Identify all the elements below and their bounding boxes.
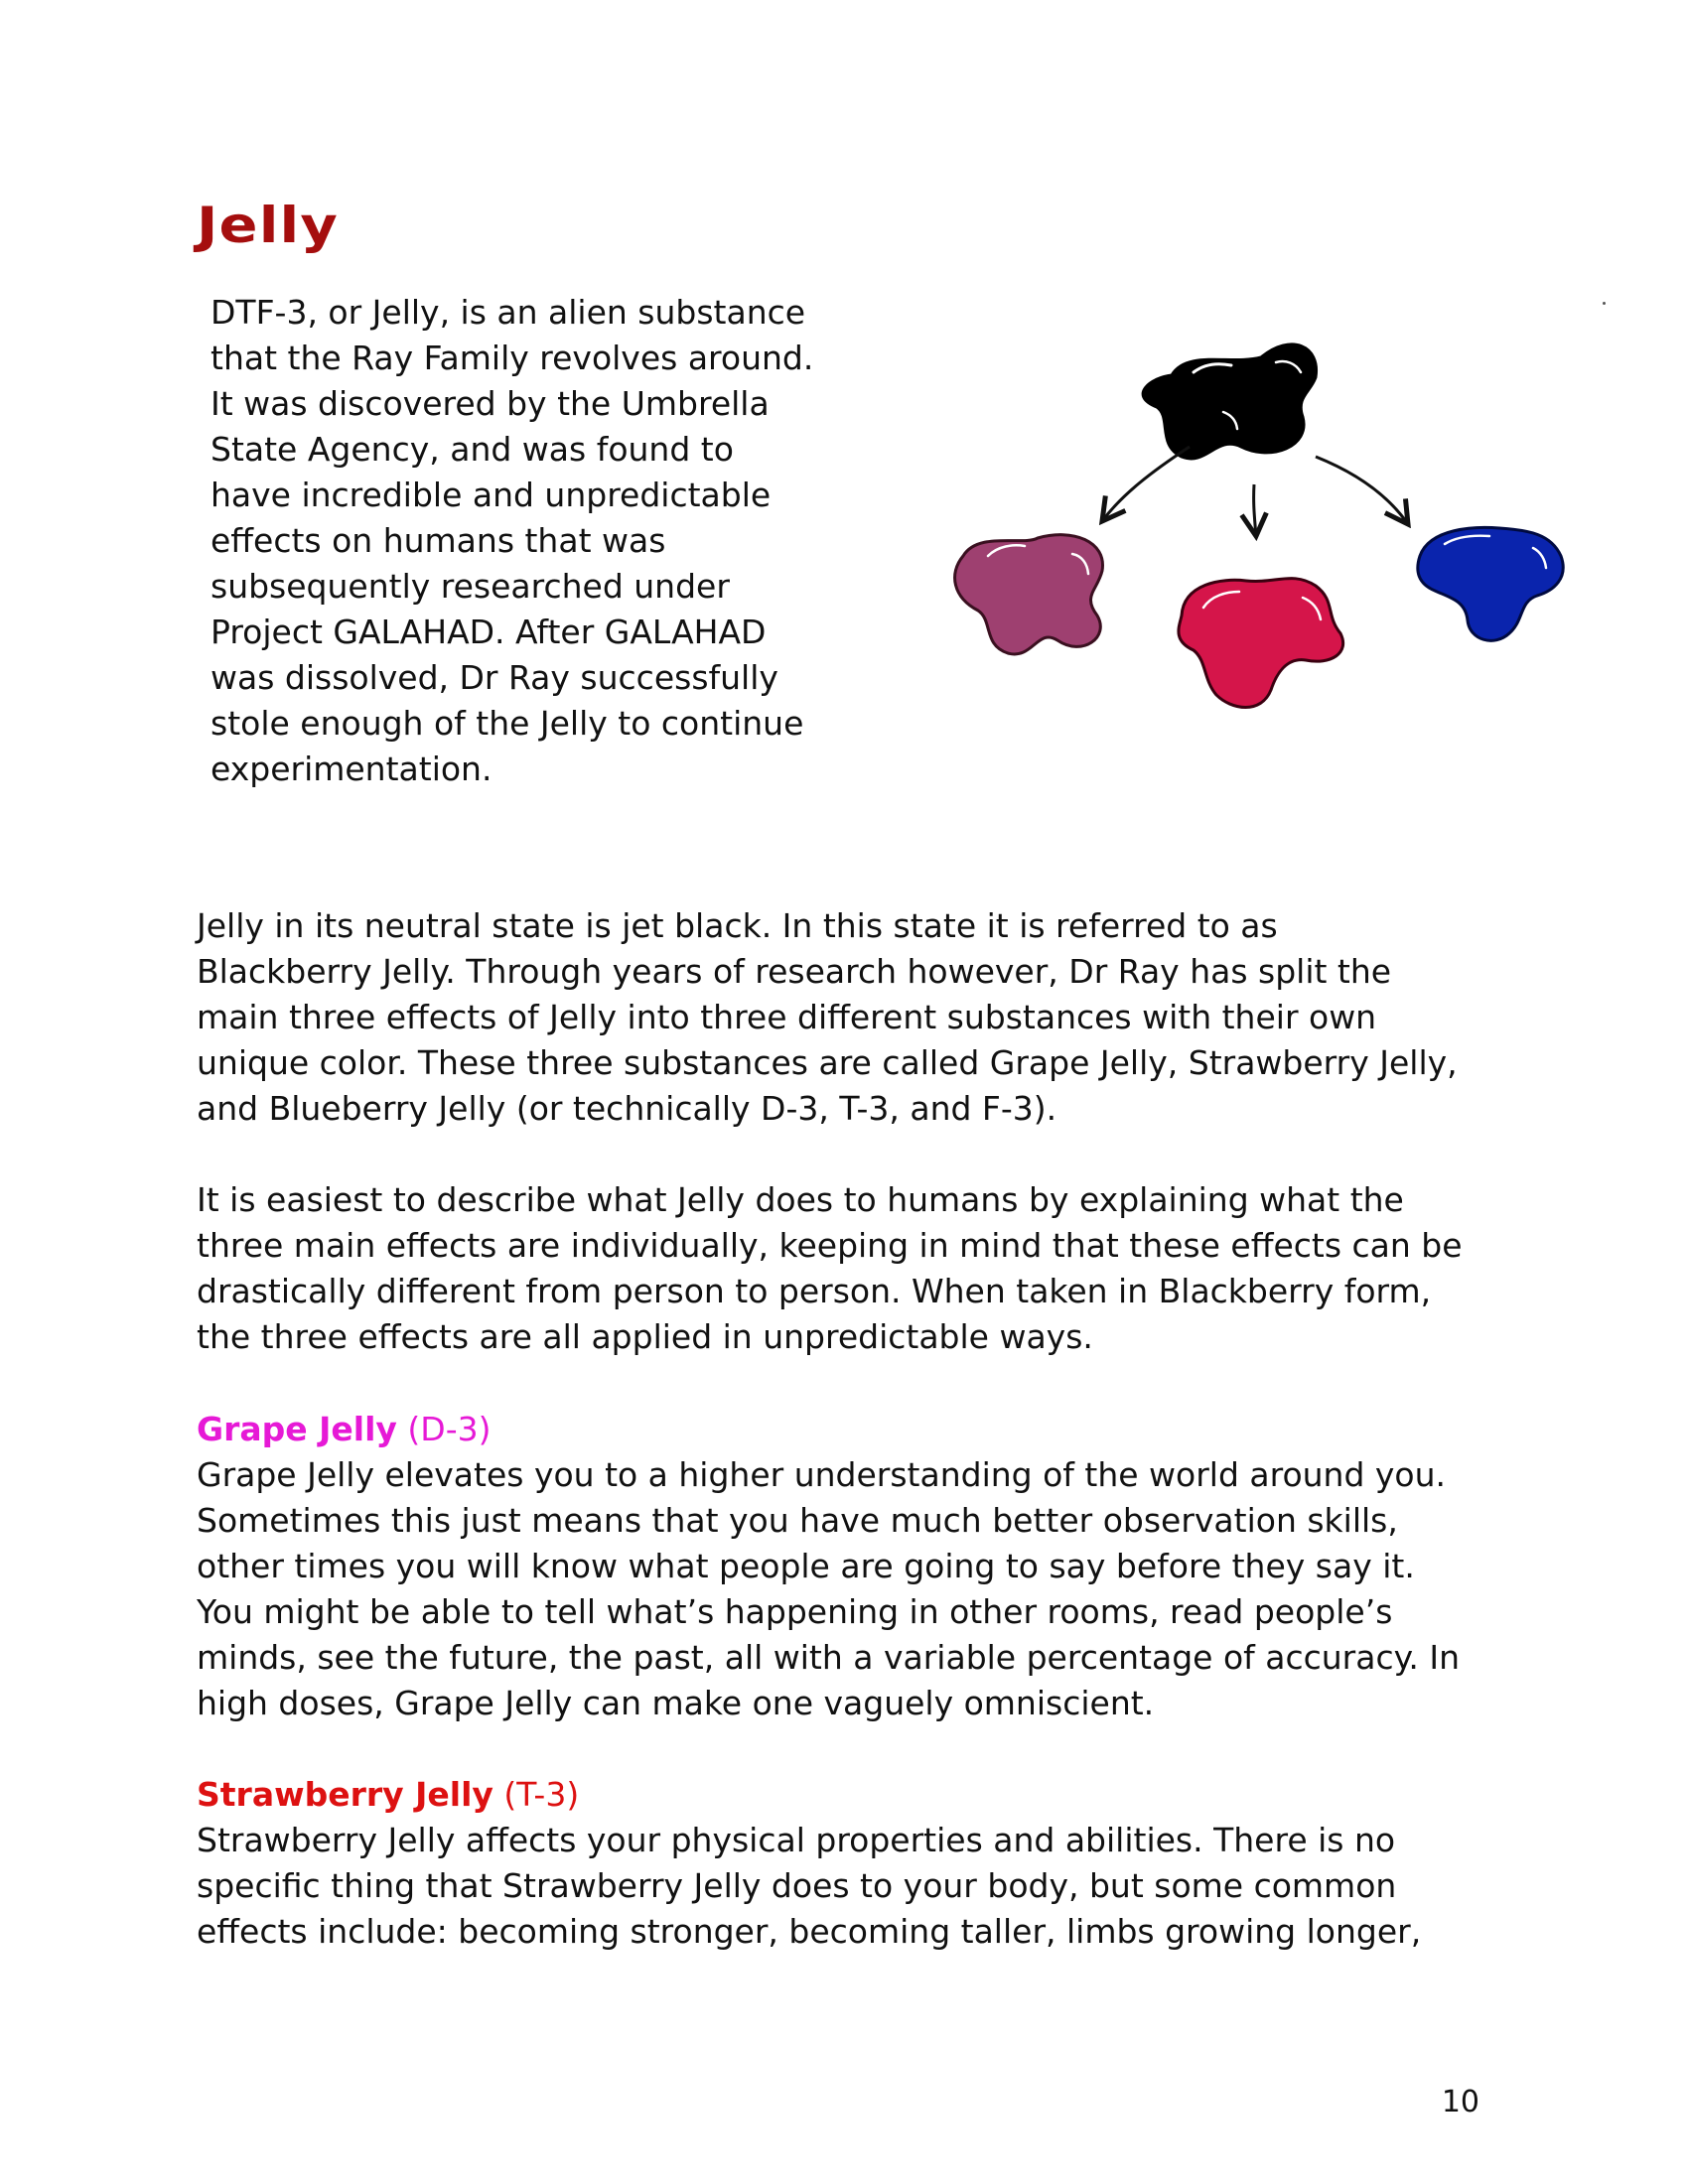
intro-line: was dissolved, Dr Ray successfully	[211, 658, 778, 697]
text-line: other times you will know what people are going to say before they say it.	[197, 1547, 1415, 1585]
intro-line: have incredible and unpredictable	[211, 476, 772, 514]
text-line: specific thing that Strawberry Jelly does to your body, but some common	[197, 1866, 1397, 1905]
text-line: It is easiest to describe what Jelly does to humans by explaining what the	[197, 1180, 1404, 1219]
text-line: three main effects are individually, keeping in mind that these effects can be	[197, 1226, 1463, 1265]
intro-line: subsequently researched under	[211, 567, 730, 606]
intro-line: DTF-3, or Jelly, is an alien substance	[211, 293, 806, 332]
jelly-splits-illustration	[933, 318, 1609, 735]
strawberry-jelly-blob	[1179, 579, 1343, 708]
page-number: 10	[1441, 2085, 1479, 2119]
grape-jelly-heading	[197, 1407, 1517, 1452]
grape-jelly-name: Grape Jelly	[197, 1410, 397, 1448]
text-line: Strawberry Jelly affects your physical properties and abilities. There is no	[197, 1821, 1396, 1859]
text-line: main three effects of Jelly into three different substances with their own	[197, 998, 1377, 1036]
text-line: the three effects are all applied in unpredictable ways.	[197, 1317, 1093, 1356]
strawberry-jelly-section	[197, 1772, 1517, 1955]
intro-line: experimentation.	[211, 750, 492, 788]
text-line: minds, see the future, the past, all with a variable percentage of accuracy. In	[197, 1638, 1461, 1677]
text-line: You might be able to tell what’s happening in other rooms, read people’s	[197, 1592, 1393, 1631]
text-line: unique color. These three substances are called Grape Jelly, Strawberry Jelly,	[197, 1043, 1458, 1082]
grape-jelly-code: (D-3)	[396, 1410, 492, 1448]
blueberry-jelly-blob	[1418, 527, 1563, 640]
arrow-to-grape	[1102, 447, 1190, 521]
intro-line: State Agency, and was found to	[211, 430, 734, 469]
intro-line: Project GALAHAD. After GALAHAD	[211, 613, 767, 651]
grape-jelly-section	[197, 1407, 1517, 1726]
strawberry-jelly-heading	[197, 1772, 1517, 1818]
intro-line: that the Ray Family revolves around.	[211, 339, 814, 377]
text-line: Blackberry Jelly. Through years of research however, Dr Ray has split the	[197, 952, 1392, 991]
intro-line: stole enough of the Jelly to continue	[211, 704, 804, 743]
text-line: Sometimes this just means that you have much better observation skills,	[197, 1501, 1398, 1540]
page-title: Jelly	[197, 197, 340, 254]
paragraph-effects-overview	[197, 1177, 1517, 1360]
stray-dot	[1603, 302, 1606, 305]
text-line: high doses, Grape Jelly can make one vaguely omniscient.	[197, 1684, 1155, 1722]
grape-jelly-blob	[955, 535, 1103, 654]
intro-paragraph	[211, 290, 846, 792]
intro-line: It was discovered by the Umbrella	[211, 384, 770, 423]
paragraph-neutral-state	[197, 903, 1517, 1132]
strawberry-jelly-name: Strawberry Jelly	[197, 1775, 493, 1814]
text-line: Grape Jelly elevates you to a higher understanding of the world around you.	[197, 1455, 1447, 1494]
text-line: and Blueberry Jelly (or technically D-3, T-3, and F-3).	[197, 1089, 1057, 1128]
text-line: drastically different from person to person. When taken in Blackberry form,	[197, 1272, 1432, 1310]
text-line: Jelly in its neutral state is jet black. In this state it is referred to as	[197, 906, 1278, 945]
text-line: effects include: becoming stronger, becoming taller, limbs growing longer,	[197, 1912, 1422, 1951]
intro-line: effects on humans that was	[211, 521, 666, 560]
arrow-to-strawberry	[1254, 484, 1256, 536]
arrow-to-blueberry	[1316, 457, 1408, 524]
blackberry-jelly-blob	[1143, 344, 1316, 459]
strawberry-jelly-code: (T-3)	[492, 1775, 580, 1814]
